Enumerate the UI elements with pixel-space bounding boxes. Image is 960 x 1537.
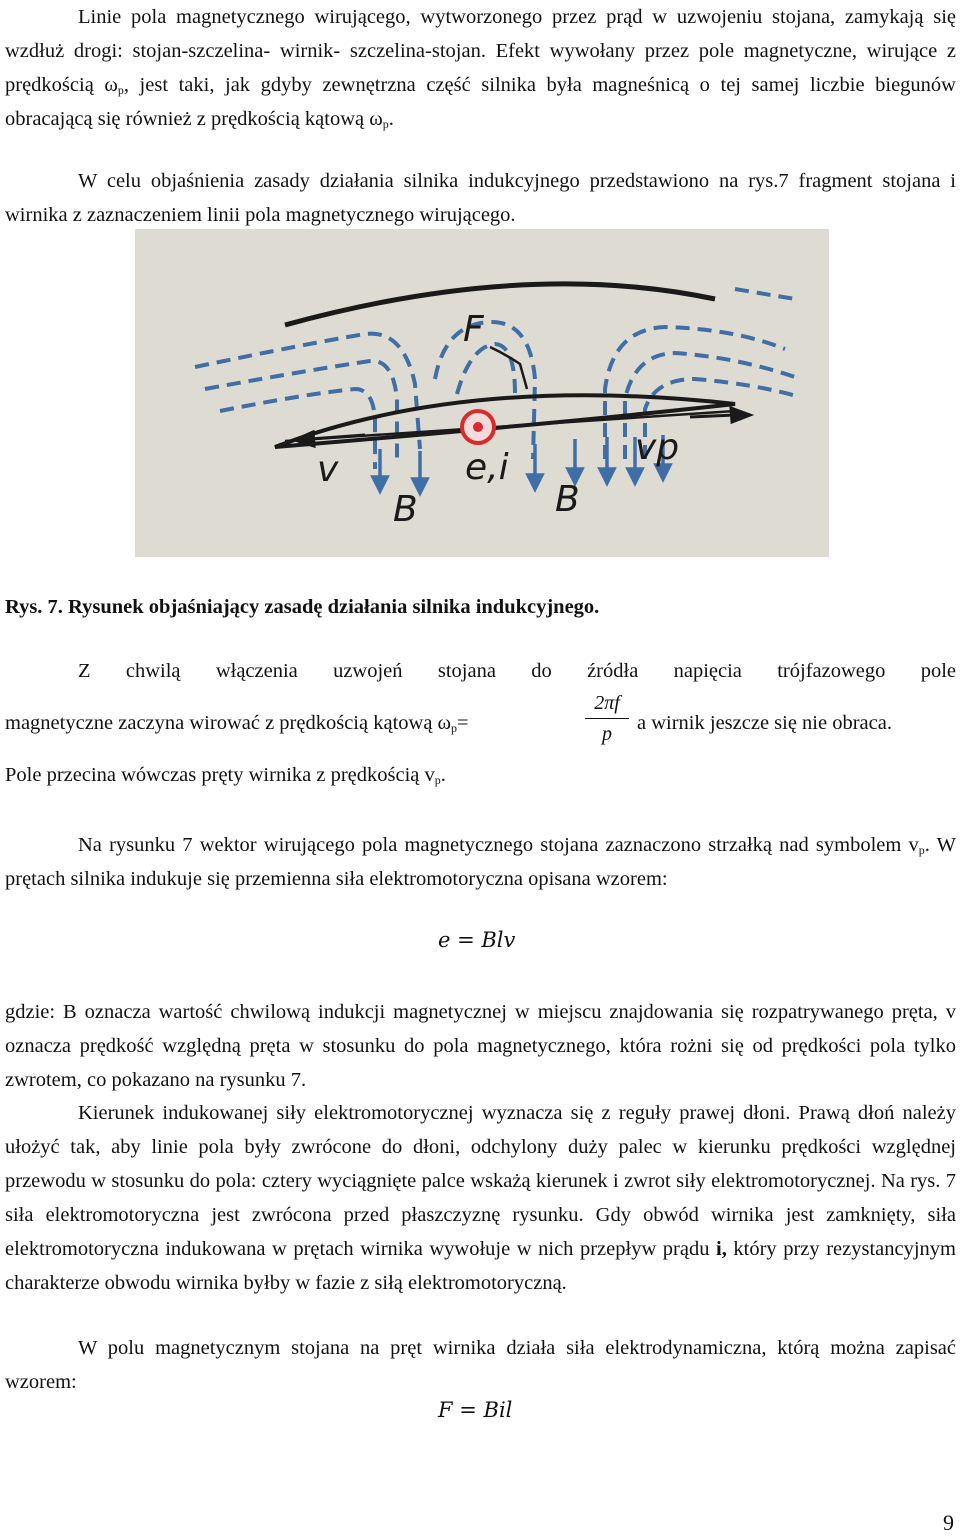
paragraph-7: W polu magnetycznym stojana na pręt wirnika działa siła elektrodynamiczna, którą można zapisać wzorem: — [5, 1337, 956, 1393]
stator-rotor-diagram — [135, 229, 829, 557]
equation-force: F = Bil — [438, 1398, 513, 1422]
conductor-dot-icon — [473, 422, 483, 432]
fraction-numerator: 2πf — [585, 692, 629, 719]
page-number: 9 — [943, 1510, 954, 1535]
stator-edge-line — [285, 284, 715, 325]
f-leader-line — [490, 347, 527, 389]
figure-7 — [135, 229, 829, 557]
label-ei: e,i — [465, 447, 509, 488]
paragraph-6: Kierunek indukowanej siły elektromotorycznej wyznacza się z reguły prawej dłoni. Prawą dłoń należy ułożyć tak, aby linie pola były zwrócone do dłoni, odchylony duży palec w kierunku prędkości względnej przewodu w stosunku do pola: cztery wyciągnięte palce wskażą kierunek i zwrot siły elektromotorycznej. Na rys. 7 siła elektromotoryczna jest zwrócona przed płaszczyznę rysunku. Gdy obwód wirnika jest zamknięty, siła elektromotoryczna indukowana w prętach wirnika wywołuje w nich przepływ prądu i, który przy rezystancyjnym charakterze obwodu wirnika byłby w fazie z siłą elektromotoryczną. — [5, 1102, 956, 1294]
label-v: v — [317, 449, 339, 490]
paragraph-3-line-3: Pole przecina wówczas pręty wirnika z prędkością $v_p$. — [5, 764, 446, 787]
paragraph-3-line-2: magnetyczne zaczyna wirować z prędkością kątową $\omega_p=$ — [5, 712, 469, 735]
paragraph-2: W celu objaśnienia zasady działania silnika indukcyjnego przedstawiono na rys.7 fragment stojana i wirnika z zaznaczeniem linii pola magnetycznego wirującego. — [5, 170, 956, 226]
label-b-right: B — [555, 479, 580, 520]
paragraph-3-line-2-tail: a wirnik jeszcze się nie obraca. — [637, 712, 892, 734]
label-b-left: B — [393, 489, 418, 530]
equation-emf: e = Blv — [438, 928, 516, 952]
paragraph-4: Na rysunku 7 wektor wirującego pola magnetycznego stojana zaznaczono strzałką nad symbolem $v_p$. W prętach silnika indukuje się przemienna siła elektromotoryczna opisana wzorem: — [5, 834, 956, 890]
paragraph-5: gdzie: B oznacza wartość chwilową indukcji magnetycznej w miejscu znajdowania się rozpatrywanego pręta, v oznacza prędkość względną pręta w stosunku do pola magnetycznego, która rożni się od prędkości pola tylko zwrotem, co pokazano na rysunku 7. — [5, 1001, 956, 1091]
omega-fraction — [585, 692, 629, 746]
paragraph-1: Linie pola magnetycznego wirującego, wytworzonego przez prąd w uzwojeniu stojana, zamykają się wzdłuż drogi: stojan-szczelina- wirnik- szczelina-stojan. Efekt wywołany przez pole magnetyczne, wirujące z prędkością $\omega_p$, jest taki, jak gdyby zewnętrzna część silnika była magneśnicą o tej samej liczbie biegunów obracającą się również z prędkością kątową $\omega_p$. — [5, 6, 956, 131]
label-f: F — [463, 309, 484, 350]
paragraph-3-line-1: Z chwilą włączenia uzwojeń stojana do źródła napięcia trójfazowego pole — [78, 660, 956, 682]
b-arrows — [373, 435, 670, 493]
fraction-denominator: p — [602, 723, 612, 745]
label-vp: vp — [635, 427, 680, 468]
figure-caption: Rys. 7. Rysunek objaśniający zasadę działania silnika indukcyjnego. — [5, 596, 600, 618]
